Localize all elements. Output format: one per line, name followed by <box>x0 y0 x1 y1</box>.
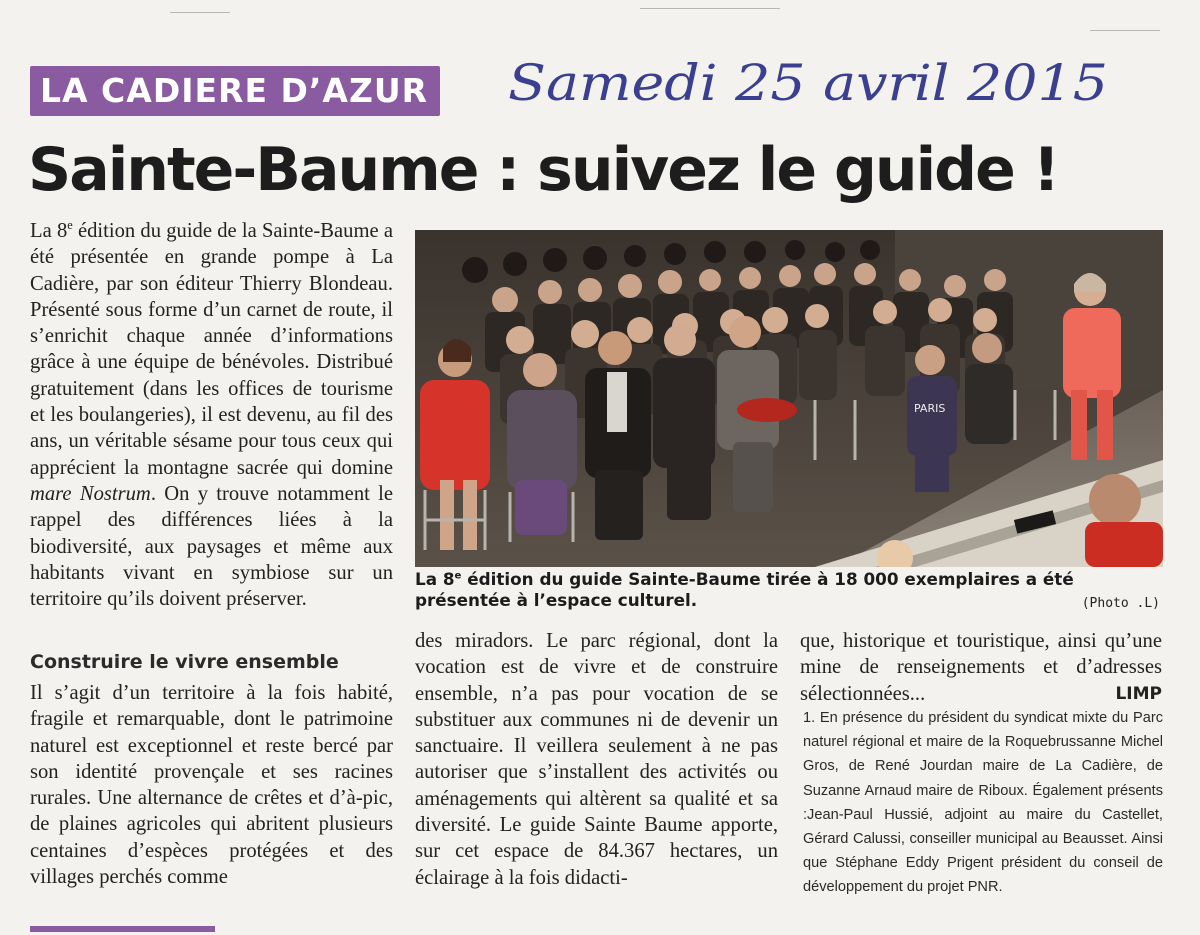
article-column-1 <box>30 218 393 612</box>
intro-lead-sup: e <box>67 218 73 233</box>
author-signature: LIMP <box>1115 683 1162 704</box>
article-column-2 <box>415 628 778 891</box>
handwritten-date-text: Samedi 25 avril 2015 <box>508 54 1108 112</box>
paragraph-3-text: des miradors. Le parc régional, dont la vocation est de vivre et de construire ensemble, n’a pas pour vocation de se substituer aux communes ni de devenir un sanctuaire. Il veillera seulement à ne pas autoriser que s’installent des activités ou aménagements qui altèrent sa qualité et sa diversité. Le guide Sainte Baume apporte, sur cet espace de 84.367 hectares, un éclairage à la fois didacti- <box>415 630 778 889</box>
audience-illustration <box>415 230 1163 567</box>
intro-body-end: . On y trouve notamment le rappel des différences liées à la biodiversité, aux paysages et même aux habitants vivant en symbiose sur un territoire qu’ils doivent préserver. <box>30 482 393 611</box>
article-column-3 <box>800 628 1162 707</box>
photo-credit: (Photo .L) <box>1081 596 1160 611</box>
caption-rest: édition du guide Sainte-Baume tirée à 18 000 exemplaires a été présentée à l’espace culturel. <box>415 569 1074 610</box>
page-title: Sainte-Baume : suivez le guide ! <box>28 135 1059 205</box>
accent-bar <box>30 926 215 932</box>
scan-streak <box>640 8 780 9</box>
intro-lead: La 8 <box>30 220 68 242</box>
paragraph-2-text: Il s’agit d’un territoire à la fois habité, fragile et remarquable, dont le patrimoine naturel est exceptionnel et reste bercé par son identité provençale et ses racines rurales. Une alternance de crêtes et d’à-pic, de plaines agricoles qui abritent plusieurs centaines d’espèces protégées et des villages perchés comme <box>30 682 393 889</box>
photo-caption <box>415 569 1163 611</box>
footnote: 1. En présence du président du syndicat mixte du Parc naturel régional et maire de la Roquebrussanne Michel Gros, de René Jourdan maire de La Cadière, de Suzanne Arnaud maire de Riboux. Également présents :Jean-Paul Hussié, adjoint au maire du Castellet, Gérard Calussi, conseiller municipal au Beausset. Ainsi que Stéphane Eddy Prigent président du conseil de développement du projet PNR. <box>803 710 1163 896</box>
scan-streak <box>170 12 230 13</box>
caption-sup: e <box>454 570 462 582</box>
paragraph-4-text: que, historique et touristique, ainsi qu’une mine de renseignements et d’adresses sélectionnées... <box>800 630 1162 705</box>
subheading: Construire le vivre ensemble <box>30 651 339 673</box>
section-label: LA CADIERE D’AZUR <box>30 66 440 116</box>
handwritten-date <box>500 42 1140 122</box>
article-paragraph-2 <box>30 680 393 890</box>
intro-italic-phrase: mare Nostrum <box>30 482 151 505</box>
intro-body-start: édition du guide de la Sainte-Baume a été présentée en grande pompe à La Cadière, par son éditeur Thierry Blondeau. Présenté sous forme d’un carnet de route, il s’enrichit chaque année d’informations grâce à une équipe de bénévoles. Distribué gratuitement (dans les offices de tourisme et les boulangeries), il est devenu, au fil des ans, un véritable sésame pour tous ceux qui apprécient la montagne sacrée qui domine <box>30 220 393 479</box>
scan-streak <box>1090 30 1160 31</box>
caption-lead: La 8 <box>415 569 455 589</box>
shirt-text: PARIS <box>914 402 946 415</box>
event-photo <box>415 230 1163 567</box>
